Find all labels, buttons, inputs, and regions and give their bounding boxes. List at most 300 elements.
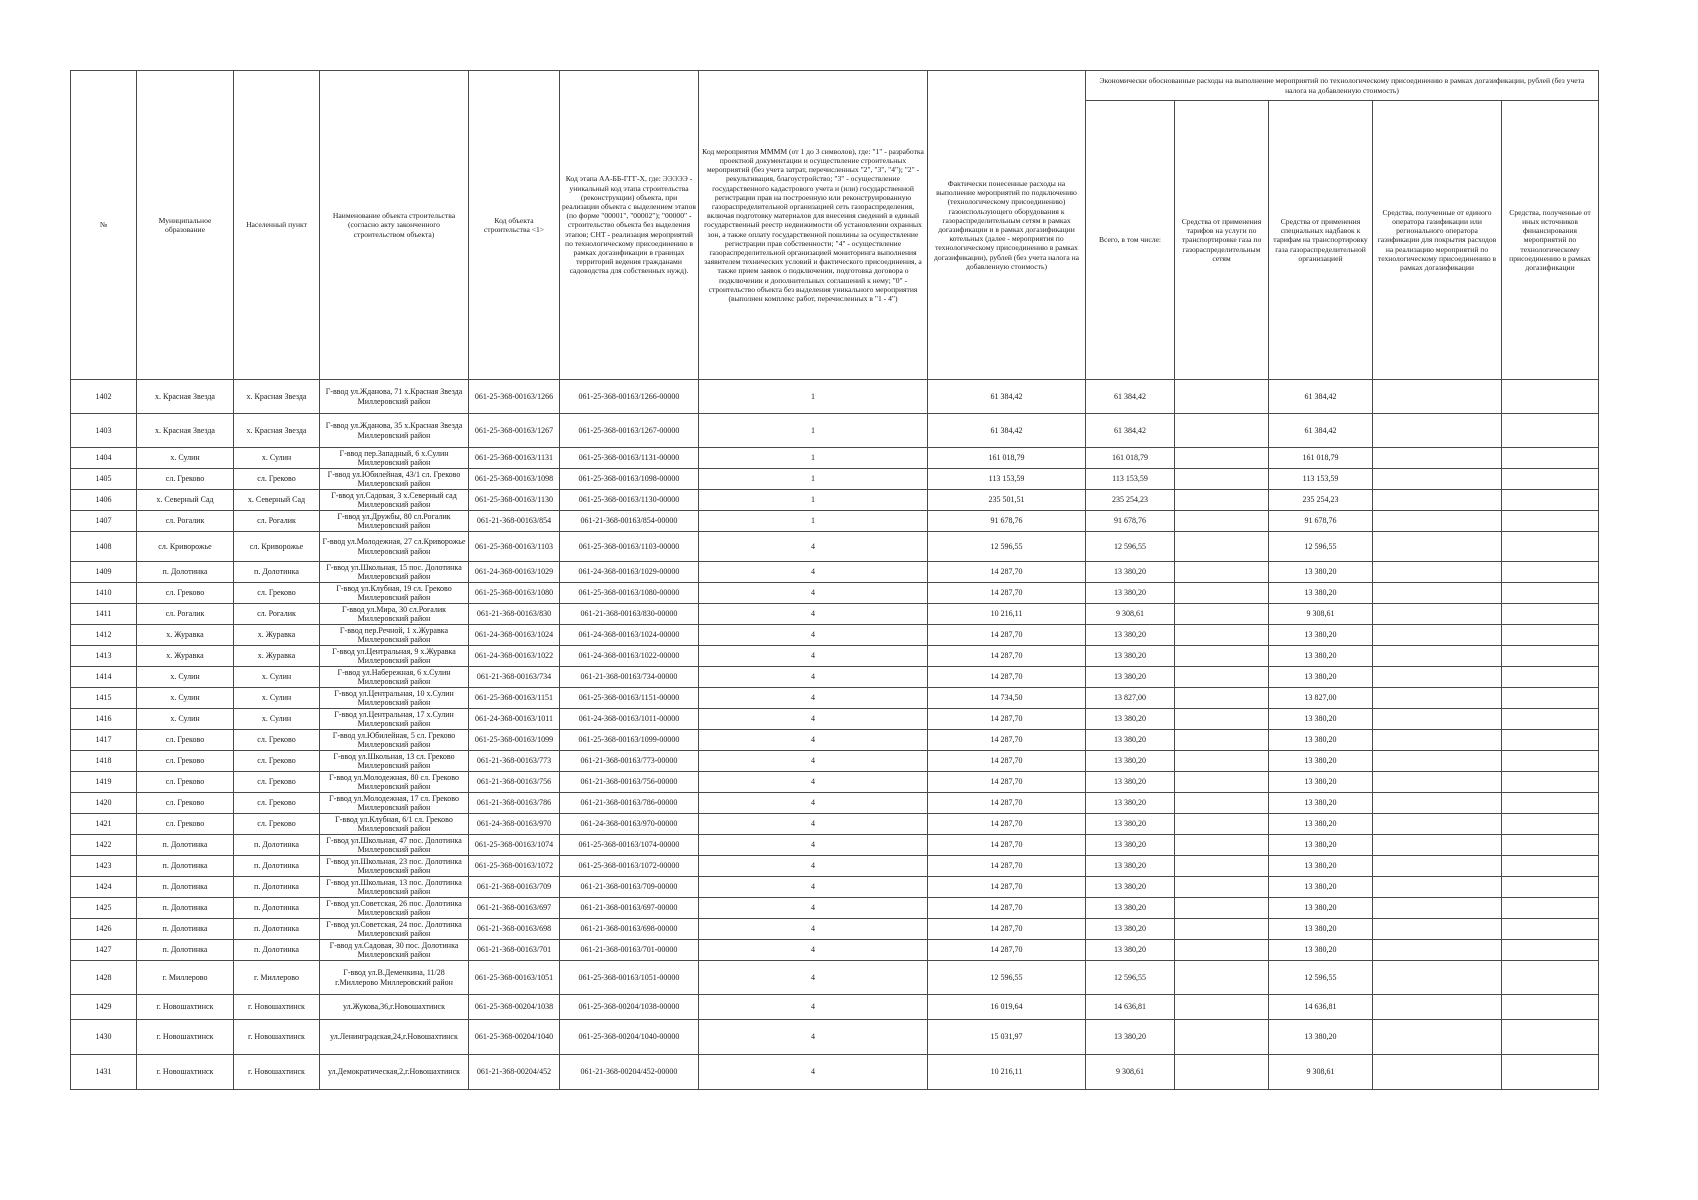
- cell-actual-expenses: 15 031,97: [928, 1020, 1086, 1055]
- cell-special-surcharge-funds: 12 596,55: [1269, 532, 1373, 562]
- cell-special-surcharge-funds: 13 380,20: [1269, 814, 1373, 835]
- cell-event-code: 1: [699, 490, 928, 511]
- cell-special-surcharge-funds: 13 380,20: [1269, 1020, 1373, 1055]
- table-row: [71, 877, 1599, 898]
- cell-tariff-funds: [1175, 448, 1269, 469]
- cell-row-number: 1427: [71, 940, 137, 961]
- cell-actual-expenses: 14 287,70: [928, 877, 1086, 898]
- cell-municipality: п. Долотинка: [137, 856, 234, 877]
- cell-municipality: х. Северный Сад: [137, 490, 234, 511]
- cell-settlement: г. Новошахтинск: [234, 1055, 320, 1090]
- cell-settlement: сл. Греково: [234, 469, 320, 490]
- cell-object-code: 061-25-368-00204/1038: [469, 995, 560, 1020]
- cell-municipality: сл. Греково: [137, 814, 234, 835]
- cell-row-number: 1409: [71, 562, 137, 583]
- cell-object-name: Г-ввод ул.Центральная, 17 х.Сулин Миллеровский район: [320, 709, 469, 730]
- table-row: [71, 562, 1599, 583]
- cell-settlement: сл. Рогалик: [234, 511, 320, 532]
- cell-event-code: 1: [699, 511, 928, 532]
- cell-stage-code: 061-25-368-00163/1080-00000: [560, 583, 699, 604]
- cell-row-number: 1406: [71, 490, 137, 511]
- cell-total: 113 153,59: [1086, 469, 1175, 490]
- cell-total: 12 596,55: [1086, 532, 1175, 562]
- cell-object-code: 061-24-368-00163/1011: [469, 709, 560, 730]
- header-actual-expenses: Фактически понесенные расходы на выполнение мероприятий по подключению (технологическому присоединению) газоиспользующего оборудования к газораспределительным сетям в рамках догазификации и в рамках догазификации котельных (далее - мероприятия по технологическому присоединению в рамках догазификации), рублей (без учета налога на добавленную стоимость): [928, 71, 1086, 380]
- cell-event-code: 4: [699, 730, 928, 751]
- cell-event-code: 4: [699, 688, 928, 709]
- cell-settlement: х. Сулин: [234, 667, 320, 688]
- cell-object-code: 061-25-368-00163/1051: [469, 961, 560, 995]
- cell-tariff-funds: [1175, 490, 1269, 511]
- cell-tariff-funds: [1175, 793, 1269, 814]
- cell-tariff-funds: [1175, 898, 1269, 919]
- cell-event-code: 4: [699, 814, 928, 835]
- cell-other-funds: [1502, 583, 1599, 604]
- cell-total: 13 380,20: [1086, 625, 1175, 646]
- table-row: [71, 448, 1599, 469]
- cell-operator-funds: [1373, 583, 1502, 604]
- cell-object-name: Г-ввод ул.Советская, 24 пос. Долотинка Миллеровский район: [320, 919, 469, 940]
- cell-settlement: п. Долотинка: [234, 919, 320, 940]
- cell-operator-funds: [1373, 1020, 1502, 1055]
- cell-object-code: 061-21-368-00163/709: [469, 877, 560, 898]
- cell-event-code: 4: [699, 709, 928, 730]
- cell-stage-code: 061-25-368-00163/1072-00000: [560, 856, 699, 877]
- cell-row-number: 1431: [71, 1055, 137, 1090]
- cell-row-number: 1422: [71, 835, 137, 856]
- cell-other-funds: [1502, 646, 1599, 667]
- cell-special-surcharge-funds: 13 380,20: [1269, 730, 1373, 751]
- table-row: [71, 511, 1599, 532]
- cell-operator-funds: [1373, 448, 1502, 469]
- cell-municipality: г. Новошахтинск: [137, 995, 234, 1020]
- cell-stage-code: 061-24-368-00163/1029-00000: [560, 562, 699, 583]
- cell-settlement: г. Новошахтинск: [234, 995, 320, 1020]
- cell-event-code: 4: [699, 898, 928, 919]
- cell-object-name: Г-ввод пер.Речной, 1 х.Журавка Миллеровский район: [320, 625, 469, 646]
- cell-object-code: 061-25-368-00163/1266: [469, 380, 560, 414]
- cell-object-code: 061-25-368-00163/1080: [469, 583, 560, 604]
- cell-object-code: 061-25-368-00163/1103: [469, 532, 560, 562]
- cell-other-funds: [1502, 772, 1599, 793]
- cell-municipality: х. Сулин: [137, 448, 234, 469]
- cell-municipality: сл. Греково: [137, 793, 234, 814]
- cell-actual-expenses: 16 019,64: [928, 995, 1086, 1020]
- cell-municipality: х. Красная Звезда: [137, 380, 234, 414]
- cell-special-surcharge-funds: 13 380,20: [1269, 793, 1373, 814]
- cell-stage-code: 061-25-368-00163/1051-00000: [560, 961, 699, 995]
- cell-total: 13 380,20: [1086, 856, 1175, 877]
- header-municipality: Муниципальное образование: [137, 71, 234, 380]
- cell-settlement: п. Долотинка: [234, 940, 320, 961]
- cell-actual-expenses: 14 287,70: [928, 625, 1086, 646]
- cell-special-surcharge-funds: 61 384,42: [1269, 380, 1373, 414]
- cell-total: 9 308,61: [1086, 1055, 1175, 1090]
- cell-other-funds: [1502, 793, 1599, 814]
- cell-municipality: сл. Рогалик: [137, 511, 234, 532]
- cell-total: 13 380,20: [1086, 835, 1175, 856]
- cell-settlement: х. Сулин: [234, 709, 320, 730]
- cell-municipality: г. Миллерово: [137, 961, 234, 995]
- cell-actual-expenses: 61 384,42: [928, 380, 1086, 414]
- cell-stage-code: 061-24-368-00163/1022-00000: [560, 646, 699, 667]
- cell-event-code: 4: [699, 772, 928, 793]
- table-row: [71, 940, 1599, 961]
- cell-operator-funds: [1373, 961, 1502, 995]
- cell-other-funds: [1502, 688, 1599, 709]
- cell-settlement: сл. Криворожье: [234, 532, 320, 562]
- cell-row-number: 1424: [71, 877, 137, 898]
- cell-stage-code: 061-24-368-00163/1024-00000: [560, 625, 699, 646]
- cell-row-number: 1423: [71, 856, 137, 877]
- cell-actual-expenses: 91 678,76: [928, 511, 1086, 532]
- cell-settlement: х. Северный Сад: [234, 490, 320, 511]
- cell-special-surcharge-funds: 12 596,55: [1269, 961, 1373, 995]
- cell-object-name: Г-ввод ул.Школьная, 13 пос. Долотинка Миллеровский район: [320, 877, 469, 898]
- cell-municipality: п. Долотинка: [137, 940, 234, 961]
- table-row: [71, 646, 1599, 667]
- cell-settlement: х. Журавка: [234, 625, 320, 646]
- cell-object-name: Г-ввод ул.Школьная, 47 пос. Долотинка Миллеровский район: [320, 835, 469, 856]
- cell-municipality: х. Сулин: [137, 688, 234, 709]
- cell-special-surcharge-funds: 13 380,20: [1269, 940, 1373, 961]
- cell-object-name: Г-ввод ул.Центральная, 10 х.Сулин Миллеровский район: [320, 688, 469, 709]
- cell-row-number: 1420: [71, 793, 137, 814]
- table-row: [71, 730, 1599, 751]
- cell-other-funds: [1502, 625, 1599, 646]
- cell-row-number: 1425: [71, 898, 137, 919]
- cell-settlement: сл. Греково: [234, 583, 320, 604]
- cell-operator-funds: [1373, 667, 1502, 688]
- cell-actual-expenses: 14 287,70: [928, 919, 1086, 940]
- cell-operator-funds: [1373, 625, 1502, 646]
- cell-actual-expenses: 14 287,70: [928, 772, 1086, 793]
- cell-special-surcharge-funds: 13 380,20: [1269, 856, 1373, 877]
- cell-municipality: х. Журавка: [137, 646, 234, 667]
- cell-municipality: сл. Греково: [137, 772, 234, 793]
- cell-total: 13 380,20: [1086, 583, 1175, 604]
- table-row: [71, 688, 1599, 709]
- cell-stage-code: 061-25-368-00163/1099-00000: [560, 730, 699, 751]
- cell-object-name: Г-ввод ул.Садовая, 30 пос. Долотинка Миллеровский район: [320, 940, 469, 961]
- header-stage-code: Код этапа АА-ББ-ГГГ-Х, где: ЭЭЭЭЭ - уникальный код этапа строительства (реконструкции) объекта, при реализации объекта с выделением этапов (по форме "00001", "00002"); "00000" - строительство объекта без выделения этапов; СНТ - реализация мероприятий по технологическому присоединению в рамках догазификации в границах территорий ведения гражданами садоводства для собственных нужд).: [560, 71, 699, 380]
- cell-tariff-funds: [1175, 583, 1269, 604]
- cell-special-surcharge-funds: 13 380,20: [1269, 709, 1373, 730]
- cell-row-number: 1412: [71, 625, 137, 646]
- header-settlement: Населенный пункт: [234, 71, 320, 380]
- cell-settlement: сл. Греково: [234, 814, 320, 835]
- cell-stage-code: 061-25-368-00204/1038-00000: [560, 995, 699, 1020]
- cell-object-code: 061-25-368-00163/1098: [469, 469, 560, 490]
- cell-object-name: Г-ввод пер.Западный, 6 х.Сулин Миллеровский район: [320, 448, 469, 469]
- cell-actual-expenses: 14 734,50: [928, 688, 1086, 709]
- cell-tariff-funds: [1175, 646, 1269, 667]
- header-num: №: [71, 71, 137, 380]
- cell-event-code: 4: [699, 856, 928, 877]
- cell-total: 61 384,42: [1086, 414, 1175, 448]
- header-event-code: Код мероприятия ММММ (от 1 до 3 символов), где: "1" - разработка проектной документации и осуществление строительных мероприятий (без учета затрат, перечисленных "2", "3", "4"); "2" - рекультивация, благоустройство; "3" - осуществление государственного кадастрового учета и (или) государственной регистрации прав на построенную или реконструированную газораспределительной организацией сеть газораспределения, включая подготовку материалов для внесения сведений в единый государственный реестр недвижимости об установлении охранных зон, а также оплату государственной пошлины за осуществление регистрации прав собственности; "4" - осуществление газораспределительной организацией мониторинга выполнения заявителем технических условий и фактического присоединения, а также прием заявок о подключении, подготовка договора о подключении и дополнительных соглашений к нему; "0" - строительство объекта без выделения уникального мероприятия (выполнен комплекс работ, перечисленных в "1 - 4"): [699, 71, 928, 380]
- cell-special-surcharge-funds: 9 308,61: [1269, 1055, 1373, 1090]
- cell-row-number: 1413: [71, 646, 137, 667]
- cell-tariff-funds: [1175, 511, 1269, 532]
- cell-total: 9 308,61: [1086, 604, 1175, 625]
- header-tariff-funds: Средства от применения тарифов на услуги по транспортировке газа по газораспределительным сетям: [1175, 101, 1269, 380]
- cell-object-name: Г-ввод ул.Клубная, 6/1 сл. Греково Миллеровский район: [320, 814, 469, 835]
- cell-total: 235 254,23: [1086, 490, 1175, 511]
- cell-object-name: Г-ввод ул.Школьная, 15 пос. Долотинка Миллеровский район: [320, 562, 469, 583]
- table-row: [71, 961, 1599, 995]
- table-row: [71, 380, 1599, 414]
- cell-row-number: 1429: [71, 995, 137, 1020]
- cell-tariff-funds: [1175, 1055, 1269, 1090]
- cell-other-funds: [1502, 919, 1599, 940]
- cell-settlement: п. Долотинка: [234, 898, 320, 919]
- cell-tariff-funds: [1175, 919, 1269, 940]
- cell-row-number: 1430: [71, 1020, 137, 1055]
- cell-tariff-funds: [1175, 995, 1269, 1020]
- cell-total: 12 596,55: [1086, 961, 1175, 995]
- table-row: [71, 709, 1599, 730]
- cell-event-code: 4: [699, 562, 928, 583]
- cell-special-surcharge-funds: 13 380,20: [1269, 919, 1373, 940]
- cell-special-surcharge-funds: 13 380,20: [1269, 583, 1373, 604]
- cell-actual-expenses: 10 216,11: [928, 604, 1086, 625]
- cell-tariff-funds: [1175, 751, 1269, 772]
- cell-row-number: 1411: [71, 604, 137, 625]
- cell-municipality: г. Новошахтинск: [137, 1055, 234, 1090]
- table-row: [71, 532, 1599, 562]
- cell-other-funds: [1502, 877, 1599, 898]
- cell-stage-code: 061-21-368-00163/701-00000: [560, 940, 699, 961]
- cell-object-code: 061-21-368-00163/773: [469, 751, 560, 772]
- cell-actual-expenses: 14 287,70: [928, 709, 1086, 730]
- cell-actual-expenses: 61 384,42: [928, 414, 1086, 448]
- cell-settlement: г. Миллерово: [234, 961, 320, 995]
- cell-special-surcharge-funds: 13 380,20: [1269, 667, 1373, 688]
- cell-tariff-funds: [1175, 940, 1269, 961]
- cell-event-code: 4: [699, 919, 928, 940]
- cell-operator-funds: [1373, 532, 1502, 562]
- cell-municipality: х. Красная Звезда: [137, 414, 234, 448]
- cell-special-surcharge-funds: 13 380,20: [1269, 835, 1373, 856]
- cell-actual-expenses: 14 287,70: [928, 898, 1086, 919]
- cell-total: 13 380,20: [1086, 709, 1175, 730]
- cell-event-code: 4: [699, 793, 928, 814]
- cell-settlement: х. Красная Звезда: [234, 414, 320, 448]
- cell-object-name: Г-ввод ул.Жданова, 71 х.Красная Звезда Миллеровский район: [320, 380, 469, 414]
- cell-stage-code: 061-25-368-00163/1098-00000: [560, 469, 699, 490]
- cell-event-code: 1: [699, 414, 928, 448]
- cell-stage-code: 061-25-368-00163/1103-00000: [560, 532, 699, 562]
- cell-settlement: х. Сулин: [234, 688, 320, 709]
- cell-special-surcharge-funds: 161 018,79: [1269, 448, 1373, 469]
- cell-other-funds: [1502, 1020, 1599, 1055]
- cell-settlement: сл. Греково: [234, 772, 320, 793]
- cell-actual-expenses: 14 287,70: [928, 814, 1086, 835]
- table-row: [71, 898, 1599, 919]
- cell-other-funds: [1502, 940, 1599, 961]
- table-row: [71, 751, 1599, 772]
- header-other-funds: Средства, полученные от иных источников финансирования мероприятий по технологическому присоединению в рамках догазификации: [1502, 101, 1599, 380]
- cell-other-funds: [1502, 814, 1599, 835]
- cell-object-name: Г-ввод ул.Дружбы, 80 сл.Рогалик Миллеровский район: [320, 511, 469, 532]
- cell-tariff-funds: [1175, 562, 1269, 583]
- cell-settlement: п. Долотинка: [234, 835, 320, 856]
- cell-stage-code: 061-25-368-00163/1151-00000: [560, 688, 699, 709]
- cell-operator-funds: [1373, 511, 1502, 532]
- cell-total: 13 380,20: [1086, 814, 1175, 835]
- table-row: [71, 490, 1599, 511]
- cell-operator-funds: [1373, 380, 1502, 414]
- cell-total: 13 380,20: [1086, 877, 1175, 898]
- cell-object-code: 061-24-368-00163/970: [469, 814, 560, 835]
- cell-object-code: 061-25-368-00204/1040: [469, 1020, 560, 1055]
- cell-operator-funds: [1373, 490, 1502, 511]
- cell-operator-funds: [1373, 730, 1502, 751]
- cell-other-funds: [1502, 604, 1599, 625]
- cell-total: 61 384,42: [1086, 380, 1175, 414]
- cell-municipality: сл. Греково: [137, 730, 234, 751]
- cell-tariff-funds: [1175, 730, 1269, 751]
- table-row: [71, 919, 1599, 940]
- cell-object-code: 061-25-368-00163/1130: [469, 490, 560, 511]
- table-row: [71, 583, 1599, 604]
- cell-total: 13 380,20: [1086, 562, 1175, 583]
- cell-row-number: 1405: [71, 469, 137, 490]
- cell-operator-funds: [1373, 814, 1502, 835]
- cell-object-code: 061-24-368-00163/1022: [469, 646, 560, 667]
- cell-special-surcharge-funds: 13 380,20: [1269, 898, 1373, 919]
- cell-tariff-funds: [1175, 625, 1269, 646]
- cell-event-code: 4: [699, 646, 928, 667]
- cell-operator-funds: [1373, 898, 1502, 919]
- cell-other-funds: [1502, 835, 1599, 856]
- cell-stage-code: 061-21-368-00204/452-00000: [560, 1055, 699, 1090]
- cell-event-code: 4: [699, 961, 928, 995]
- cell-special-surcharge-funds: 13 380,20: [1269, 625, 1373, 646]
- cell-row-number: 1418: [71, 751, 137, 772]
- cell-row-number: 1408: [71, 532, 137, 562]
- cell-other-funds: [1502, 856, 1599, 877]
- cell-tariff-funds: [1175, 688, 1269, 709]
- cell-event-code: 4: [699, 1020, 928, 1055]
- cell-stage-code: 061-25-368-00163/1131-00000: [560, 448, 699, 469]
- cell-settlement: п. Долотинка: [234, 856, 320, 877]
- header-operator-funds: Средства, полученные от единого оператора газификации или регионального оператора газификации для покрытия расходов на реализацию мероприятий по технологическому присоединению в рамках догазификации: [1373, 101, 1502, 380]
- cell-special-surcharge-funds: 13 380,20: [1269, 877, 1373, 898]
- cell-tariff-funds: [1175, 469, 1269, 490]
- table-row: [71, 469, 1599, 490]
- cell-stage-code: 061-21-368-00163/756-00000: [560, 772, 699, 793]
- cell-event-code: 4: [699, 604, 928, 625]
- cell-municipality: х. Сулин: [137, 667, 234, 688]
- cell-special-surcharge-funds: 13 380,20: [1269, 646, 1373, 667]
- cell-event-code: 4: [699, 751, 928, 772]
- cell-other-funds: [1502, 898, 1599, 919]
- cell-object-name: Г-ввод ул.Мира, 30 сл.Рогалик Миллеровский район: [320, 604, 469, 625]
- cell-operator-funds: [1373, 646, 1502, 667]
- cell-total: 14 636,81: [1086, 995, 1175, 1020]
- cell-actual-expenses: 12 596,55: [928, 532, 1086, 562]
- cell-total: 13 380,20: [1086, 772, 1175, 793]
- cell-total: 13 380,20: [1086, 793, 1175, 814]
- cell-object-name: Г-ввод ул.Советская, 26 пос. Долотинка Миллеровский район: [320, 898, 469, 919]
- cell-object-code: 061-24-368-00163/1024: [469, 625, 560, 646]
- cell-settlement: х. Сулин: [234, 448, 320, 469]
- cell-total: 13 380,20: [1086, 898, 1175, 919]
- cell-tariff-funds: [1175, 414, 1269, 448]
- cell-operator-funds: [1373, 604, 1502, 625]
- header-object-name: Наименование объекта строительства (согласно акту законченного строительством объекта): [320, 71, 469, 380]
- cell-total: 13 380,20: [1086, 730, 1175, 751]
- cell-total: 13 827,00: [1086, 688, 1175, 709]
- cell-object-code: 061-21-368-00163/854: [469, 511, 560, 532]
- table-row: [71, 772, 1599, 793]
- cell-tariff-funds: [1175, 604, 1269, 625]
- cell-stage-code: 061-21-368-00163/698-00000: [560, 919, 699, 940]
- cell-stage-code: 061-21-368-00163/697-00000: [560, 898, 699, 919]
- cell-row-number: 1416: [71, 709, 137, 730]
- cell-operator-funds: [1373, 940, 1502, 961]
- cell-object-name: ул.Жукова,36,г.Новошахтинск: [320, 995, 469, 1020]
- cell-actual-expenses: 14 287,70: [928, 835, 1086, 856]
- cell-other-funds: [1502, 380, 1599, 414]
- cell-actual-expenses: 14 287,70: [928, 856, 1086, 877]
- cell-stage-code: 061-21-368-00163/709-00000: [560, 877, 699, 898]
- cell-object-code: 061-25-368-00163/1074: [469, 835, 560, 856]
- cell-total: 13 380,20: [1086, 1020, 1175, 1055]
- cell-actual-expenses: 14 287,70: [928, 793, 1086, 814]
- header-group-title: Экономически обоснованные расходы на выполнение мероприятий по технологическому присоединению в рамках догазификации, рублей (без учета налога на добавленную стоимость): [1086, 71, 1599, 101]
- cell-other-funds: [1502, 667, 1599, 688]
- cell-municipality: сл. Греково: [137, 583, 234, 604]
- cell-row-number: 1403: [71, 414, 137, 448]
- cell-special-surcharge-funds: 91 678,76: [1269, 511, 1373, 532]
- cell-row-number: 1407: [71, 511, 137, 532]
- table-body: [71, 380, 1599, 1090]
- cell-object-name: Г-ввод ул.В.Деменкина, 11/28 г.Миллерово Миллеровский район: [320, 961, 469, 995]
- cell-object-name: Г-ввод ул.Молодежная, 80 сл. Греково Миллеровский район: [320, 772, 469, 793]
- cell-event-code: 4: [699, 877, 928, 898]
- table-row: [71, 604, 1599, 625]
- gasification-expenses-table: [70, 70, 1599, 1090]
- cell-other-funds: [1502, 448, 1599, 469]
- header-special-surcharge-funds: Средства от применения специальных надбавок к тарифам на транспортировку газа газораспределительной организацией: [1269, 101, 1373, 380]
- cell-object-name: Г-ввод ул.Юбилейная, 5 сл. Греково Миллеровский район: [320, 730, 469, 751]
- cell-row-number: 1410: [71, 583, 137, 604]
- cell-operator-funds: [1373, 1055, 1502, 1090]
- cell-event-code: 1: [699, 469, 928, 490]
- table-row: [71, 995, 1599, 1020]
- cell-row-number: 1417: [71, 730, 137, 751]
- table-row: [71, 814, 1599, 835]
- cell-other-funds: [1502, 532, 1599, 562]
- cell-object-name: Г-ввод ул.Жданова, 35 х.Красная Звезда Миллеровский район: [320, 414, 469, 448]
- cell-object-name: Г-ввод ул.Набережная, 6 х.Сулин Миллеровский район: [320, 667, 469, 688]
- cell-operator-funds: [1373, 469, 1502, 490]
- table-header: [71, 71, 1599, 380]
- cell-event-code: 4: [699, 1055, 928, 1090]
- cell-operator-funds: [1373, 688, 1502, 709]
- cell-object-code: 061-21-368-00163/697: [469, 898, 560, 919]
- cell-row-number: 1428: [71, 961, 137, 995]
- cell-municipality: п. Долотинка: [137, 919, 234, 940]
- cell-actual-expenses: 14 287,70: [928, 583, 1086, 604]
- cell-municipality: п. Долотинка: [137, 562, 234, 583]
- cell-total: 13 380,20: [1086, 646, 1175, 667]
- cell-tariff-funds: [1175, 709, 1269, 730]
- table-row: [71, 835, 1599, 856]
